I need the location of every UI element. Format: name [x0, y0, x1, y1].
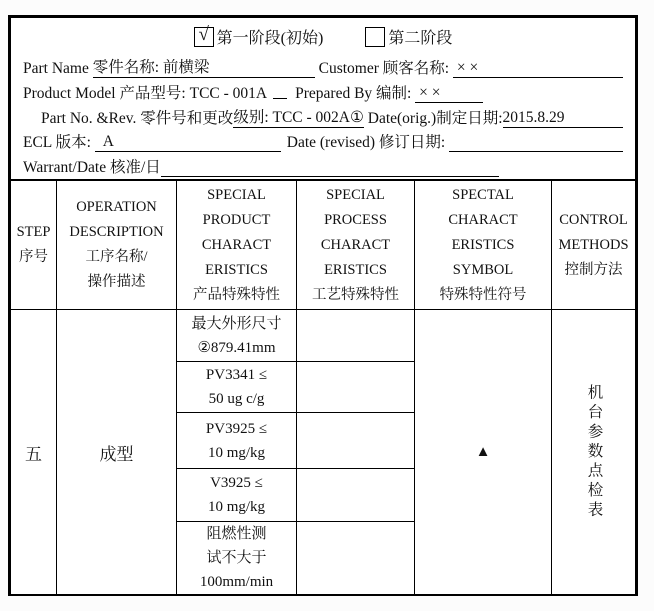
- warrant-line: [11, 154, 635, 179]
- triangle-symbol-icon: ▲: [475, 443, 491, 460]
- process-characteristic-cell: [297, 469, 414, 521]
- date-orig-value: 2015.8.29: [503, 109, 624, 128]
- customer-label: Customer 顾客名称:: [314, 60, 453, 78]
- product-model-line: [11, 80, 635, 105]
- phase1-label: 第一阶段(初始): [216, 30, 324, 48]
- date-revised-label: Date (revised) 修订日期:: [286, 134, 450, 152]
- prepared-by-value: × ×: [415, 84, 483, 103]
- checkmark-icon: √: [198, 24, 209, 46]
- control-plan-table: [11, 181, 635, 594]
- product-model-label: Product Model 产品型号: TCC - 001A: [23, 84, 268, 102]
- operation-cell: 成型: [57, 310, 176, 594]
- warrant-value: [161, 176, 499, 177]
- process-characteristic-cell: [297, 522, 414, 594]
- product-characteristic-row: 最大外形尺寸 ②879.41mm: [177, 310, 296, 361]
- phase-row: [11, 18, 635, 55]
- part-no-label: Part No. &Rev. 零件号和更改: [41, 109, 234, 127]
- control-plan-form: [8, 15, 638, 596]
- control-method-cell: [552, 310, 635, 594]
- product-characteristic-row: V3925 ≤ 10 mg/kg: [177, 469, 296, 521]
- step-cell: 五: [11, 310, 56, 594]
- product-characteristic-row: PV3925 ≤ 10 mg/kg: [177, 413, 296, 468]
- phase2-label: 第二阶段: [388, 30, 453, 48]
- date-revised-value: [449, 151, 623, 152]
- ecl-value: A: [95, 133, 281, 152]
- ecl-line: [11, 130, 635, 155]
- ecl-label: ECL 版本:: [23, 134, 95, 152]
- process-characteristic-cell: [297, 413, 414, 468]
- header-characteristics-symbol: SPECTAL CHARACT ERISTICS SYMBOL 特殊特性符号: [415, 181, 551, 309]
- part-no-line: [11, 105, 635, 130]
- process-characteristic-cell: [297, 362, 414, 412]
- form-header: [11, 18, 635, 181]
- prepared-by-label: Prepared By 编制:: [295, 84, 416, 102]
- date-orig-label: Date(orig.)制定日期:: [363, 109, 503, 127]
- part-name-line: [11, 55, 635, 80]
- control-method-text: 机台参数点检表: [585, 383, 603, 521]
- customer-value: × ×: [453, 59, 623, 78]
- part-name-label: Part Name: [23, 60, 93, 78]
- header-step: STEP 序号: [11, 181, 56, 309]
- phase2-checkbox: [365, 27, 385, 47]
- part-no-value: 级别: TCC - 002A①: [233, 105, 364, 128]
- symbol-cell: [415, 310, 551, 594]
- header-control-methods: CONTROL METHODS 控制方法: [552, 181, 635, 309]
- process-characteristic-cell: [297, 310, 414, 361]
- header-special-process-characteristics: SPECIAL PROCESS CHARACT ERISTICS 工艺特殊特性: [297, 181, 414, 309]
- phase1-checkbox: [194, 24, 214, 47]
- header-operation-description: OPERATION DESCRIPTION 工序名称/ 操作描述: [57, 181, 176, 309]
- header-special-product-characteristics: SPECIAL PRODUCT CHARACT ERISTICS 产品特殊特性: [177, 181, 296, 309]
- part-name-value: 零件名称: 前横梁: [93, 55, 315, 78]
- blank-underscore: [273, 89, 287, 99]
- product-characteristic-row: 阻燃性测 试不大于 100mm/min: [177, 522, 296, 594]
- warrant-label: Warrant/Date 核准/日: [23, 158, 161, 176]
- product-characteristic-row: PV3341 ≤ 50 ug c/g: [177, 362, 296, 412]
